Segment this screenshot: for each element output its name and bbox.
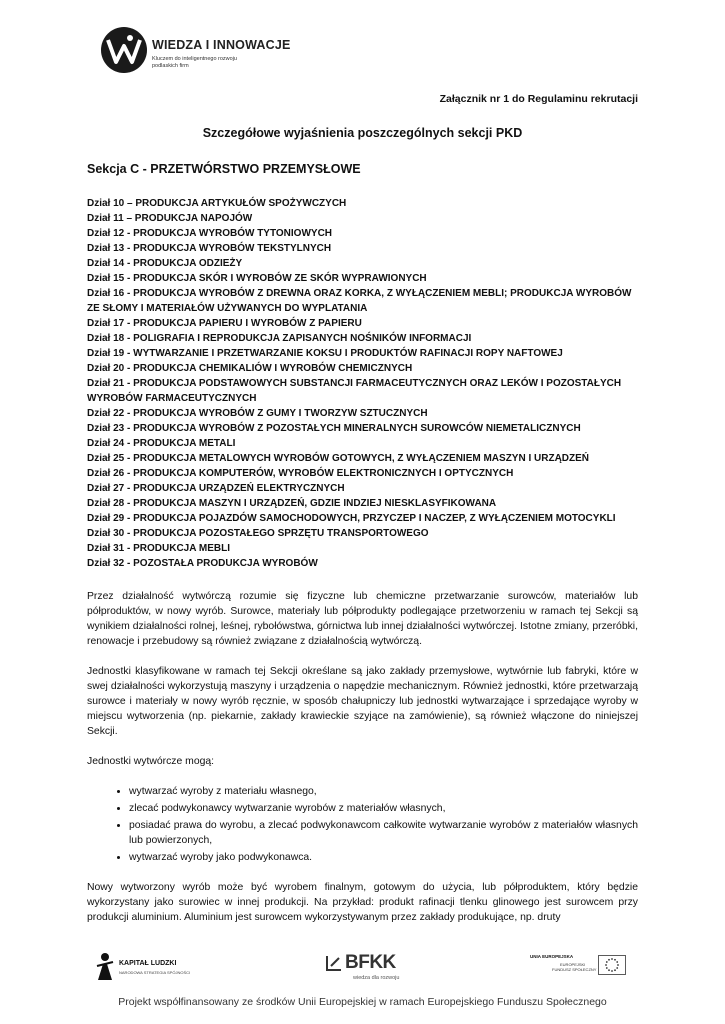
division-item: Dział 25 - PRODUKCJA METALOWYCH WYROBÓW GOTOWYCH, Z WYŁĄCZENIEM MASZYN I URZĄDZEŃ bbox=[87, 453, 590, 464]
division-item: Dział 13 - PRODUKCJA WYROBÓW TEKSTYLNYCH bbox=[87, 243, 332, 254]
division-item: Dział 21 - PRODUKCJA PODSTAWOWYCH SUBSTANCJI FARMACEUTYCZNYCH ORAZ LEKÓW I POZOSTAŁYCH WYROBÓW FARMACEUTYCZNYCH bbox=[87, 378, 622, 404]
eu-title: UNIA EUROPEJSKA bbox=[530, 954, 574, 959]
division-item: Dział 17 - PRODUKCJA PAPIERU I WYROBÓW Z PAPIERU bbox=[87, 318, 362, 329]
bullet-item: • zlecać podwykonawcy wytwarzanie wyrobów z materiałów własnych, bbox=[129, 801, 638, 816]
division-item: Dział 27 - PRODUKCJA URZĄDZEŃ ELEKTRYCZNYCH bbox=[87, 483, 345, 494]
division-item: Dział 29 - PRODUKCJA POJAZDÓW SAMOCHODOWYCH, PRZYCZEP I NACZEP, Z WYŁĄCZENIEM MOTOCYKLI bbox=[87, 513, 616, 524]
paragraph: Jednostki klasyfikowane w ramach tej Sekcji określane są jako zakłady przemysłowe, wytwórnie lub fabryki, które w swej działalności wykorzystują maszyny i urządzenia o napędzie mechanicznym. Również jednostki, które przetwarzają surowce i materiały w nowy wyrób ręcznie, w sposób chałupniczy lub jednostki wytwarzające i sprzedające wyroby w miejscu wytworzenia (np. piekarnie, zakłady krawieckie szyjące na zamówienie), są również włączone do niniejszej Sekcji. bbox=[87, 666, 638, 737]
division-item: Dział 14 - PRODUKCJA ODZIEŻY bbox=[87, 258, 243, 269]
annex-label: Załącznik nr 1 do Regulaminu rekrutacji bbox=[439, 93, 638, 105]
kapital-ludzki-subtitle: NARODOWA STRATEGIA SPÓJNOŚCI bbox=[119, 970, 191, 975]
bfkk-tagline: wiedza dla rozwoju bbox=[353, 975, 400, 981]
division-item: Dział 15 - PRODUKCJA SKÓR I WYROBÓW ZE SKÓR WYPRAWIONYCH bbox=[87, 273, 427, 284]
wiedza-innowacje-logo bbox=[100, 26, 300, 78]
division-item: Dział 31 - PRODUKCJA MEBLI bbox=[87, 543, 230, 554]
division-item: Dział 24 - PRODUKCJA METALI bbox=[87, 438, 236, 449]
division-item: Dział 18 - POLIGRAFIA I REPRODUKCJA ZAPISANYCH NOŚNIKÓW INFORMACJI bbox=[87, 333, 472, 344]
division-list bbox=[87, 196, 642, 571]
bullet-item: • wytwarzać wyroby z materiału własnego, bbox=[129, 784, 638, 799]
bfkk-icon bbox=[325, 954, 343, 972]
division-item: Dział 23 - PRODUKCJA WYROBÓW Z POZOSTAŁYCH MINERALNYCH SUROWCÓW NIEMETALICZNYCH bbox=[87, 423, 581, 434]
kapital-ludzki-icon bbox=[95, 952, 115, 982]
division-item: Dział 12 - PRODUKCJA WYROBÓW TYTONIOWYCH bbox=[87, 228, 333, 239]
division-item: Dział 26 - PRODUKCJA KOMPUTERÓW, WYROBÓW ELEKTRONICZNYCH I OPTYCZNYCH bbox=[87, 468, 514, 479]
eu-line-2: FUNDUSZ SPOŁECZNY bbox=[552, 967, 597, 972]
logo-title: WIEDZA I INNOWACJE bbox=[152, 38, 291, 52]
wiedza-logo-icon bbox=[100, 26, 148, 74]
division-item: Dział 11 – PRODUKCJA NAPOJÓW bbox=[87, 213, 253, 224]
eu-logo bbox=[530, 954, 630, 990]
division-item: Dział 28 - PRODUKCJA MASZYN I URZĄDZEŃ, GDZIE INDZIEJ NIESKLASYFIKOWANA bbox=[87, 498, 497, 509]
kapital-ludzki-title: KAPITAŁ LUDZKI bbox=[119, 960, 177, 967]
footer-logos bbox=[0, 950, 725, 992]
bfkk-logo bbox=[325, 952, 405, 992]
kapital-ludzki-logo bbox=[95, 950, 215, 986]
division-item: Dział 30 - PRODUKCJA POZOSTAŁEGO SPRZĘTU TRANSPORTOWEGO bbox=[87, 528, 429, 539]
bullet-list bbox=[87, 784, 638, 865]
paragraph: Nowy wytworzony wyrób może być wyrobem finalnym, gotowym do użycia, lub półproduktem, który będzie wykorzystany jako surowiec w innej produkcji. Na przykład: produkt rafinacji tlenku glinowego jest surowcem przy produkcji aluminium. Aluminium jest surowcem wykorzystywanym przez zakłady produkujące, np. druty bbox=[87, 882, 638, 923]
footer-funding-note: Projekt współfinansowany ze środków Unii Europejskiej w ramach Europejskiego Funduszu Społecznego bbox=[118, 996, 607, 1008]
logo-subtitle: Kluczem do inteligentnego rozwoju podlaskich firm bbox=[152, 56, 237, 69]
paragraph: Przez działalność wytwórczą rozumie się fizyczne lub chemiczne przetwarzanie surowców, materiałów lub półproduktów, w nowy wyrób. Surowce, materiały lub półprodukty podlegające przetworzeniu w ramach tej Sekcji są wynikiem działalności rolnej, leśnej, rybołówstwa, górnictwa lub innej działalności wytwórczej. Istotne zmiany, przeróbki, renowacje i przebudowy są również związane z działalnością wytwórczą. bbox=[87, 591, 638, 647]
division-item: Dział 10 – PRODUKCJA ARTYKUŁÓW SPOŻYWCZYCH bbox=[87, 198, 347, 209]
division-item: Dział 20 - PRODUKCJA CHEMIKALIÓW I WYROBÓW CHEMICZNYCH bbox=[87, 363, 413, 374]
body-text bbox=[87, 589, 638, 940]
eu-line-1: EUROPEJSKI bbox=[560, 962, 586, 967]
bullet-item: • wytwarzać wyroby jako podwykonawca. bbox=[129, 850, 638, 865]
division-item: Dział 22 - PRODUKCJA WYROBÓW Z GUMY I TWORZYW SZTUCZNYCH bbox=[87, 408, 428, 419]
page-title: Szczegółowe wyjaśnienia poszczególnych sekcji PKD bbox=[202, 126, 523, 140]
paragraph: Jednostki wytwórcze mogą: bbox=[87, 756, 215, 767]
bfkk-wordmark: BFKK bbox=[345, 952, 396, 973]
eu-flag-icon bbox=[598, 955, 626, 975]
bullet-item: • posiadać prawa do wyrobu, a zlecać podwykonawcom całkowite wytwarzanie wyrobów z materiałów własnych lub powierzonych, bbox=[129, 818, 638, 848]
division-item: Dział 32 - POZOSTAŁA PRODUKCJA WYROBÓW bbox=[87, 558, 318, 569]
section-heading: Sekcja C - PRZETWÓRSTWO PRZEMYSŁOWE bbox=[87, 162, 361, 176]
division-item: Dział 16 - PRODUKCJA WYROBÓW Z DREWNA ORAZ KORKA, Z WYŁĄCZENIEM MEBLI; PRODUKCJA WYROBÓW ZE SŁOMY I MATERIAŁÓW UŻYWANYCH DO WYPLATANIA bbox=[87, 288, 632, 314]
division-item: Dział 19 - WYTWARZANIE I PRZETWARZANIE KOKSU I PRODUKTÓW RAFINACJI ROPY NAFTOWEJ bbox=[87, 348, 563, 359]
